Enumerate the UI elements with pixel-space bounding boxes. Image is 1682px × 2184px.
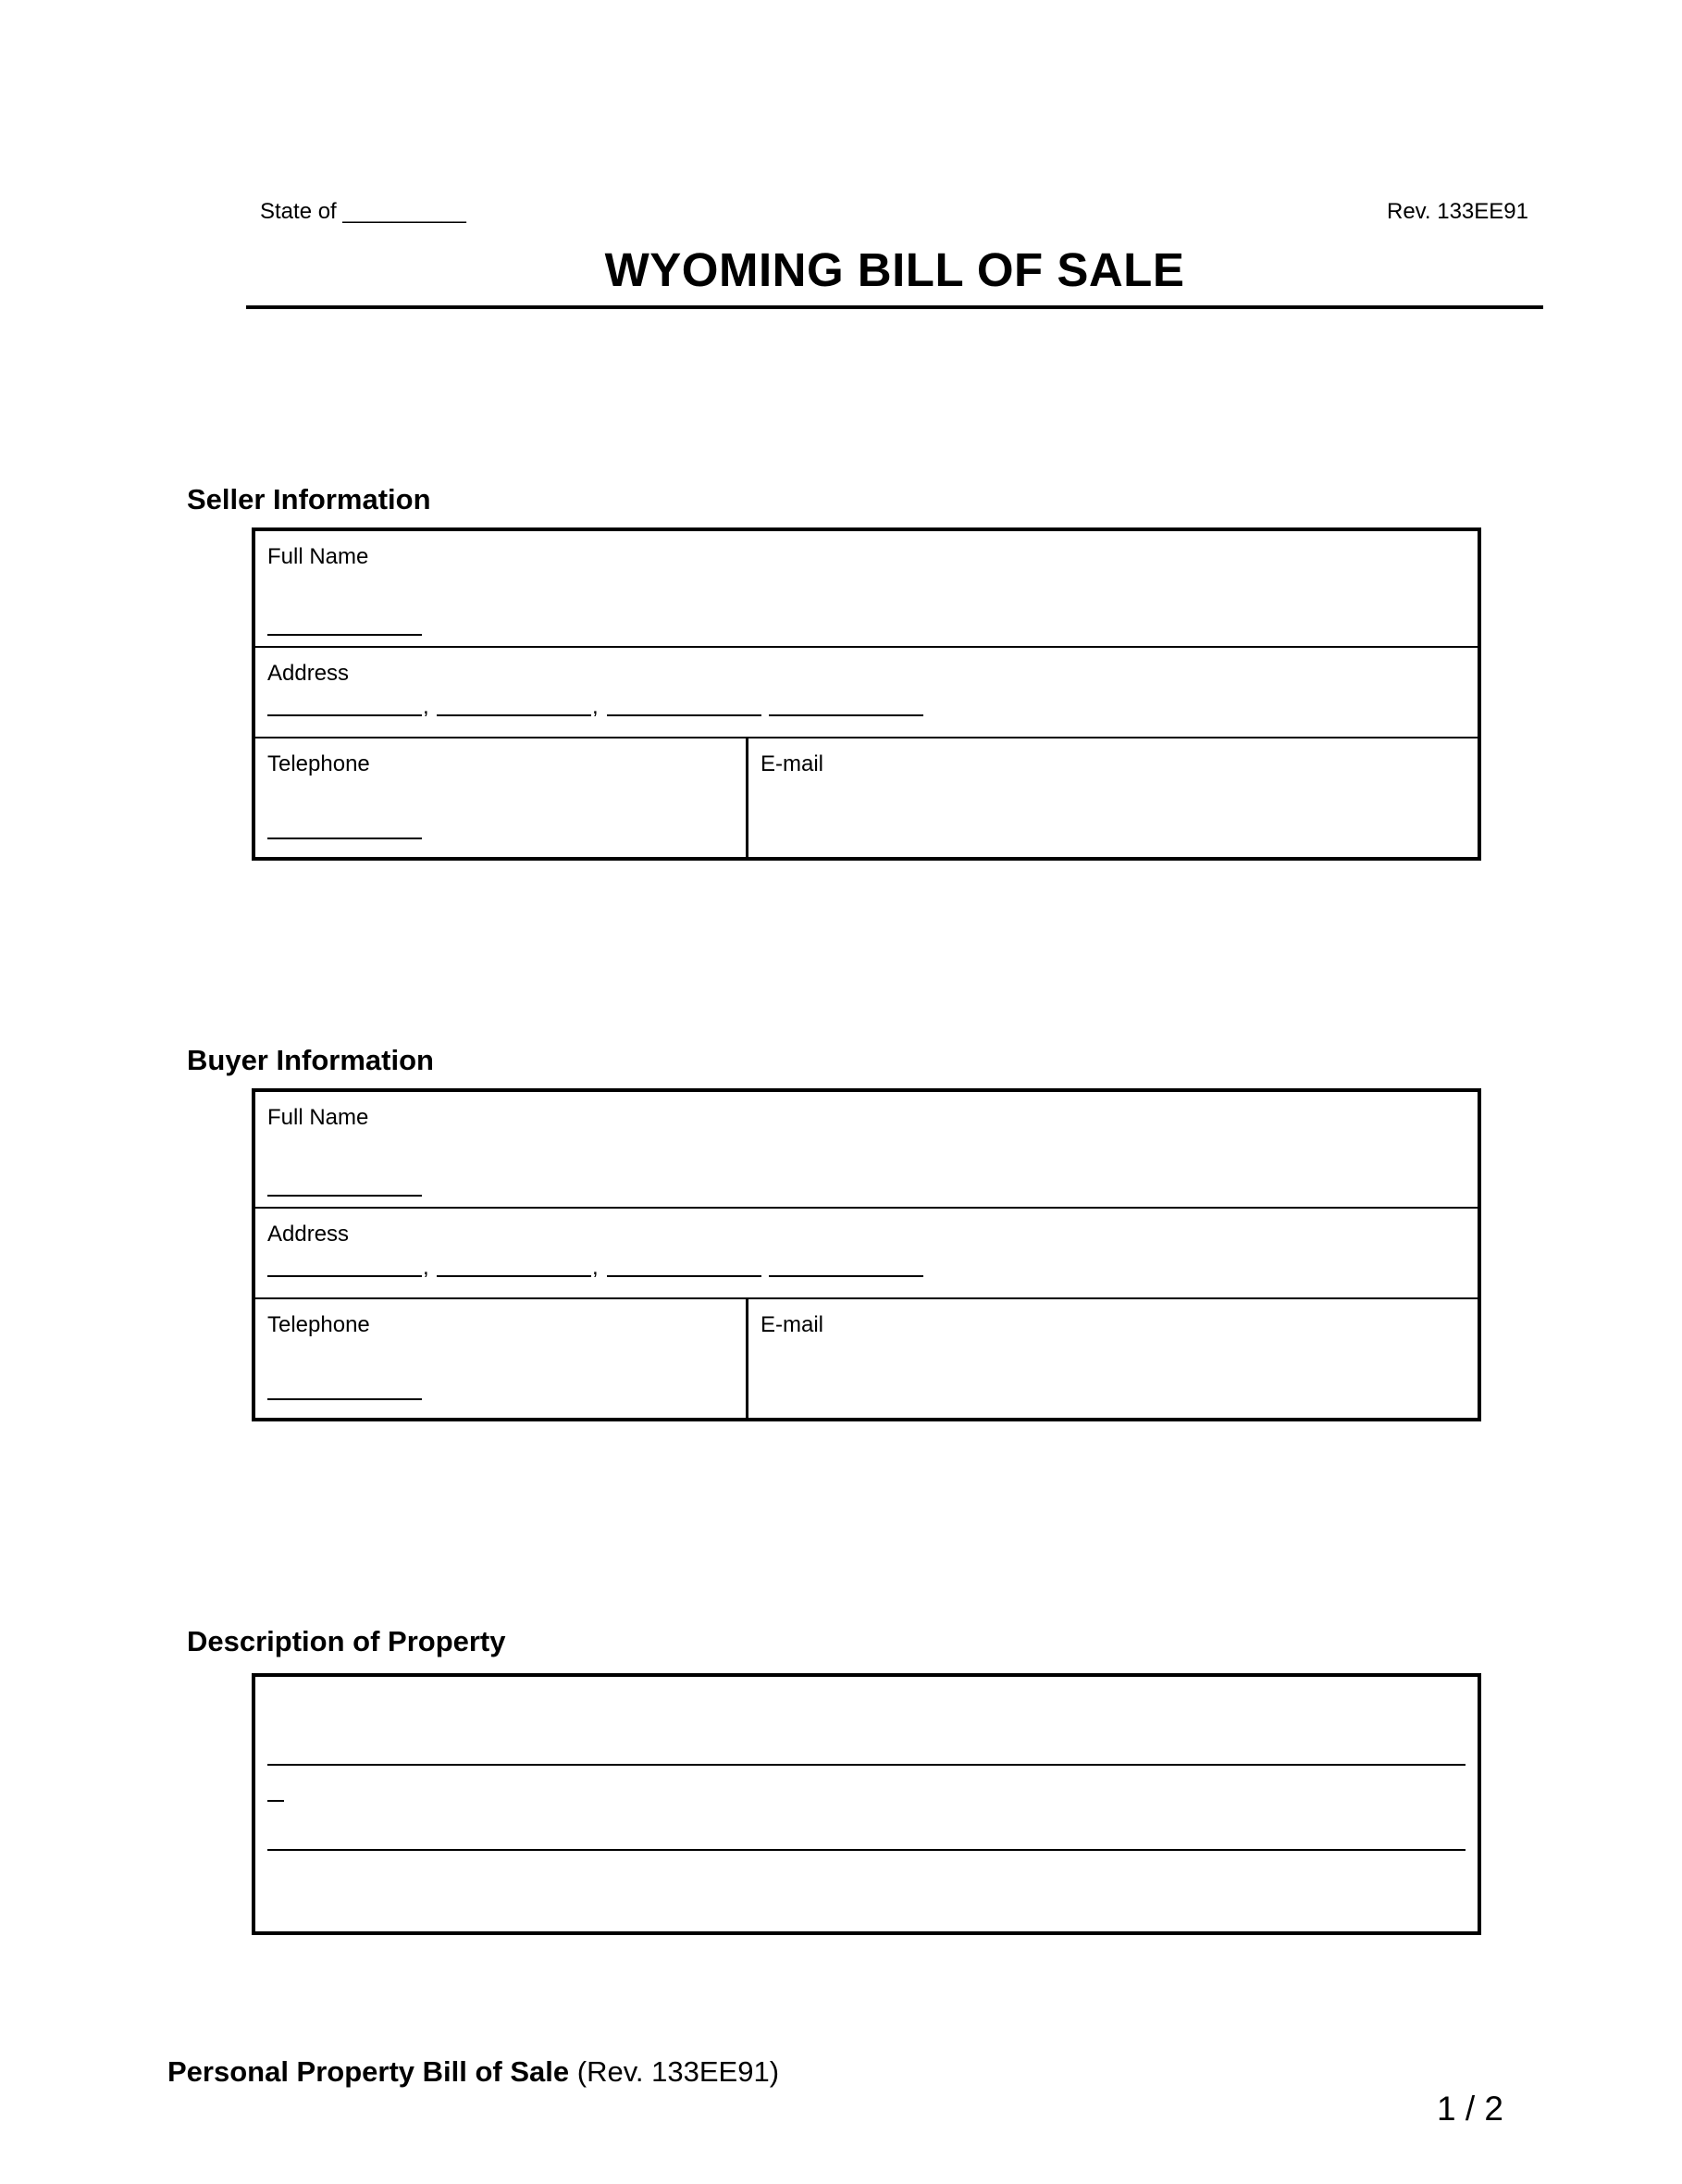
seller-telephone-cell[interactable]	[255, 738, 748, 857]
seller-state-blank[interactable]	[607, 714, 761, 716]
property-description-box[interactable]	[252, 1673, 1481, 1935]
page-number: 1 / 2	[1437, 2090, 1503, 2128]
buyer-telephone-cell[interactable]	[255, 1299, 748, 1418]
seller-email-cell[interactable]	[748, 738, 1478, 857]
seller-street-blank[interactable]	[267, 714, 422, 716]
seller-city-blank[interactable]	[437, 714, 591, 716]
buyer-address-row[interactable]	[255, 1209, 1478, 1299]
state-of-label: State of __________	[260, 199, 466, 224]
buyer-street-blank[interactable]	[267, 1275, 422, 1277]
seller-full-name-blank[interactable]	[267, 634, 422, 636]
seller-address-label: Address	[267, 661, 350, 686]
buyer-telephone-blank[interactable]	[267, 1398, 422, 1400]
property-section-heading: Description of Property	[187, 1625, 506, 1657]
buyer-info-box	[252, 1088, 1481, 1421]
property-description-line[interactable]	[267, 1849, 1466, 1851]
seller-contact-row	[255, 738, 1478, 857]
seller-zip-blank[interactable]	[769, 714, 923, 716]
seller-telephone-label: Telephone	[267, 751, 370, 776]
buyer-full-name-row[interactable]	[255, 1092, 1478, 1209]
property-description-short-line[interactable]	[267, 1800, 284, 1802]
footer-title-bold: Personal Property Bill of Sale	[167, 2055, 570, 2088]
buyer-contact-row	[255, 1299, 1478, 1418]
footer-document-title	[167, 2055, 779, 2089]
seller-address-comma: ,	[592, 694, 599, 719]
property-description-line[interactable]	[267, 1764, 1466, 1766]
buyer-section-heading: Buyer Information	[187, 1044, 434, 1076]
seller-full-name-label: Full Name	[267, 544, 369, 569]
buyer-address-label: Address	[267, 1222, 350, 1247]
seller-address-row[interactable]	[255, 648, 1478, 738]
seller-telephone-blank[interactable]	[267, 838, 422, 839]
seller-full-name-row[interactable]	[255, 531, 1478, 648]
seller-address-comma: ,	[423, 694, 429, 719]
title-divider	[246, 305, 1543, 309]
buyer-state-blank[interactable]	[607, 1275, 761, 1277]
buyer-full-name-label: Full Name	[267, 1105, 369, 1130]
document-title: WYOMING BILL OF SALE	[604, 243, 1185, 296]
seller-info-box	[252, 527, 1481, 861]
footer-title-revision: (Rev. 133EE91)	[576, 2055, 780, 2088]
buyer-address-comma: ,	[423, 1255, 429, 1280]
buyer-email-cell[interactable]	[748, 1299, 1478, 1418]
buyer-full-name-blank[interactable]	[267, 1195, 422, 1197]
buyer-zip-blank[interactable]	[769, 1275, 923, 1277]
buyer-telephone-label: Telephone	[267, 1312, 370, 1337]
buyer-address-comma: ,	[592, 1255, 599, 1280]
revision-number: Rev. 133EE91	[1387, 199, 1528, 224]
seller-section-heading: Seller Information	[187, 483, 431, 515]
buyer-city-blank[interactable]	[437, 1275, 591, 1277]
seller-email-label: E-mail	[761, 751, 824, 776]
buyer-email-label: E-mail	[761, 1312, 824, 1337]
